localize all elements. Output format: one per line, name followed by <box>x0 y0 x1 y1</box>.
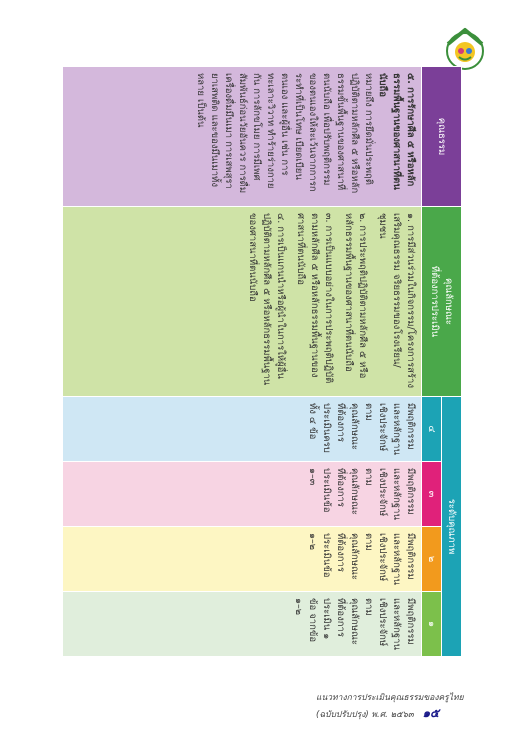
level-4-cell: มีพฤติกรรมและหลักฐานเชิงประจักษ์ตามคุณลักษณะที่ต้องการประเมินครบทั้ง ๔ ข้อ <box>63 397 422 462</box>
footer-edition <box>316 704 524 723</box>
level-2-header: ๒ <box>422 527 442 592</box>
level-2-cell: มีพฤติกรรมและหลักฐานเชิงประจักษ์ตามคุณลักษณะที่ต้องการประเมินข้อ ๑–๒ <box>63 527 422 592</box>
criteria-cell <box>63 207 422 397</box>
criteria-item: ๓. การเป็นแบบอย่างในการประพฤติปฏิบัติตามหลักศีล ๕ หรือหลักธรรมพื้นฐานของศาสนาที่ตนนับถือ <box>295 213 334 384</box>
criteria-item: ๔. การเป็นแกนนำหรือผู้นำในการให้ผู้อื่นปฏิบัติตามหลักศีล ๕ หรือหลักธรรมพื้นฐานของศาสนาที่ตนนับถือ <box>247 213 286 386</box>
virtue-description: หมายถึง การยึดมั่นประพฤติปฏิบัติตามหลักศีล ๕ หรือหลักธรรมขั้นพื้นฐานของศาสนาที่ตนนับถือ เพื่อปรับพฤติกรรมของตนเองให้ละเว้นจากการกระทำที่เป็นโทษ เบียดเบียนตนเอง และผู้อื่น เช่น การทะเลาะวิวาท ทำร้ายร่างกายกัน การลักขโมย การมีเพศสัมพันธ์ก่อนวัยอันควร การดื่มเครื่องดื่มมึนเมา การเสพสุรา ยาเสพติด และของมึนเมาทั้งหลาย เป็นต้น <box>195 73 374 194</box>
level-4-header: ๔ <box>422 397 442 462</box>
footer-document-title: แนวทางการประเมินคุณธรรมของครูไทย <box>316 693 464 703</box>
virtue-assessment-table <box>62 66 462 656</box>
level-1-header: ๑ <box>422 592 442 657</box>
page-number: ๑๕ <box>422 706 440 720</box>
criteria-item: ๑. การมีส่วนร่วมในกิจกรรม/โครงการสร้างเสริมคุณธรรม จริยธรรมของโรงเรียน/ชุมชน <box>377 213 416 388</box>
virtue-column-header: คุณธรรม <box>422 67 462 207</box>
level-3-cell: มีพฤติกรรมและหลักฐานเชิงประจักษ์ตามคุณลักษณะที่ต้องการประเมินข้อ ๑–๓ <box>63 462 422 527</box>
page-footer <box>316 690 524 723</box>
criteria-header-line2: ที่ต้องการประเมิน <box>429 265 441 338</box>
footer-edition-text: (ฉบับปรับปรุง) พ.ศ. ๒๕๖๓ <box>316 710 414 720</box>
virtue-cell <box>63 67 422 207</box>
rotated-table-container <box>62 66 462 656</box>
virtue-title: ๕. การรักษาศีล ๕ หรือหลักธรรมพื้นฐานของศาสนาที่ตนนับถือ <box>377 73 416 190</box>
criteria-item: ๒. การประพฤติปฏิบัติตามหลักศีล ๕ หรือหลักธรรมพื้นฐานของศาสนาที่ตนนับถือ <box>343 213 368 379</box>
quality-levels-header: ระดับคุณภาพ <box>442 397 462 657</box>
criteria-header-line1: คุณลักษณะ <box>443 278 455 325</box>
level-3-header: ๓ <box>422 462 442 527</box>
criteria-column-header <box>422 207 462 397</box>
level-1-cell: มีพฤติกรรมและหลักฐานเชิงประจักษ์ตามคุณลักษณะที่ต้องการประเมิน ๑ ข้อ จากข้อ ๑–๒ <box>63 592 422 657</box>
